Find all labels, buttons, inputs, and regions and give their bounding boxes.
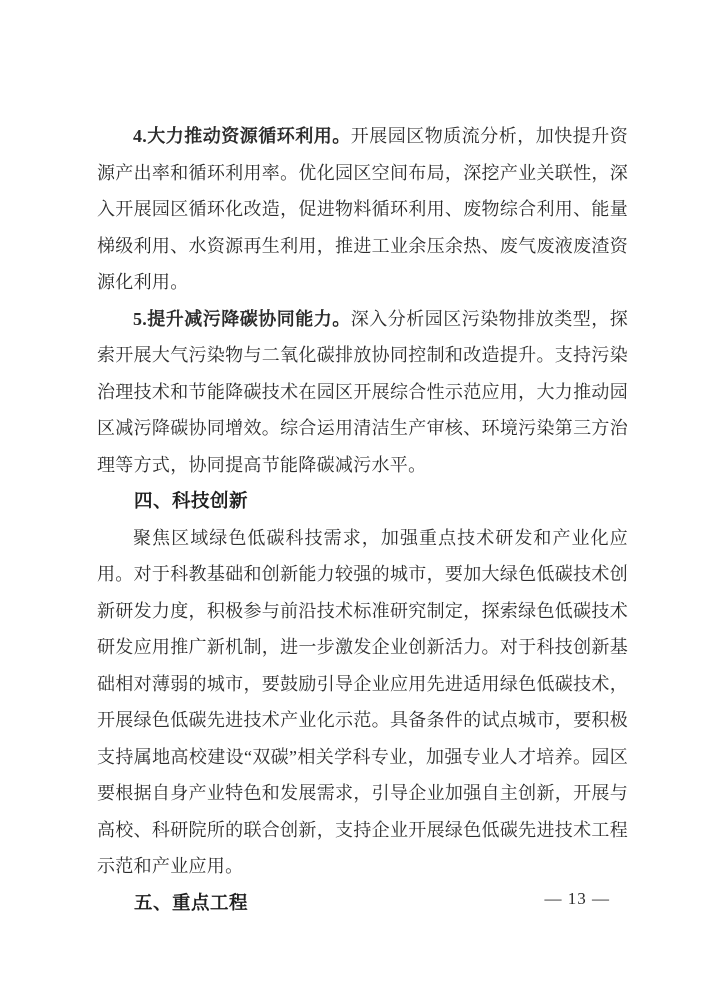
paragraph-resource-recycling	[97, 118, 628, 301]
paragraph-tech-innovation	[97, 520, 628, 885]
document-body	[97, 118, 628, 921]
section-heading-tech-innovation: 四、科技创新	[134, 490, 249, 511]
page-number: — 13 —	[544, 889, 610, 908]
paragraph-4-text: 开展园区物质流分析，加快提升资源产出率和循环利用率。优化园区空间布局，深挖产业关联性，深入开展园区循环化改造，促进物料循环利用、废物综合利用、能量梯级利用、水资源再生利用，推进工业余压余热、废气废液废渣资源化利用。	[97, 126, 628, 292]
paragraph-4-lead: 4.大力推动资源循环利用。	[133, 126, 351, 146]
paragraph-pollution-carbon-synergy	[97, 301, 628, 484]
section-heading-key-projects: 五、重点工程	[134, 891, 249, 913]
paragraph-5-text: 深入分析园区污染物排放类型，探索开展大气污染物与二氧化碳排放协同控制和改造提升。支持污染治理技术和节能降碳技术在园区开展综合性示范应用，大力推动园区减污降碳协同增效。综合运用清洁生产审核、环境污染第三方治理等方式，协同提高节能降碳减污水平。	[97, 308, 628, 475]
paragraph-5-lead: 5.提升减污降碳协同能力。	[133, 308, 351, 329]
paragraph-tech-innovation-text: 聚焦区域绿色低碳科技需求，加强重点技术研发和产业化应用。对于科教基础和创新能力较强的城市，要加大绿色低碳技术创新研发力度，积极参与前沿技术标准研究制定，探索绿色低碳技术研发应用推广新机制，进一步激发企业创新活力。对于科技创新基础相对薄弱的城市，要鼓励引导企业应用先进适用绿色低碳技术，开展绿色低碳先进技术产业化示范。具备条件的试点城市，要积极支持属地高校建设“双碳”相关学科专业，加强专业人才培养。园区要根据自身产业特色和发展需求，引导企业加强自主创新，开展与高校、科研院所的联合创新，支持企业开展绿色低碳先进技术工程示范和产业应用。	[97, 527, 628, 876]
